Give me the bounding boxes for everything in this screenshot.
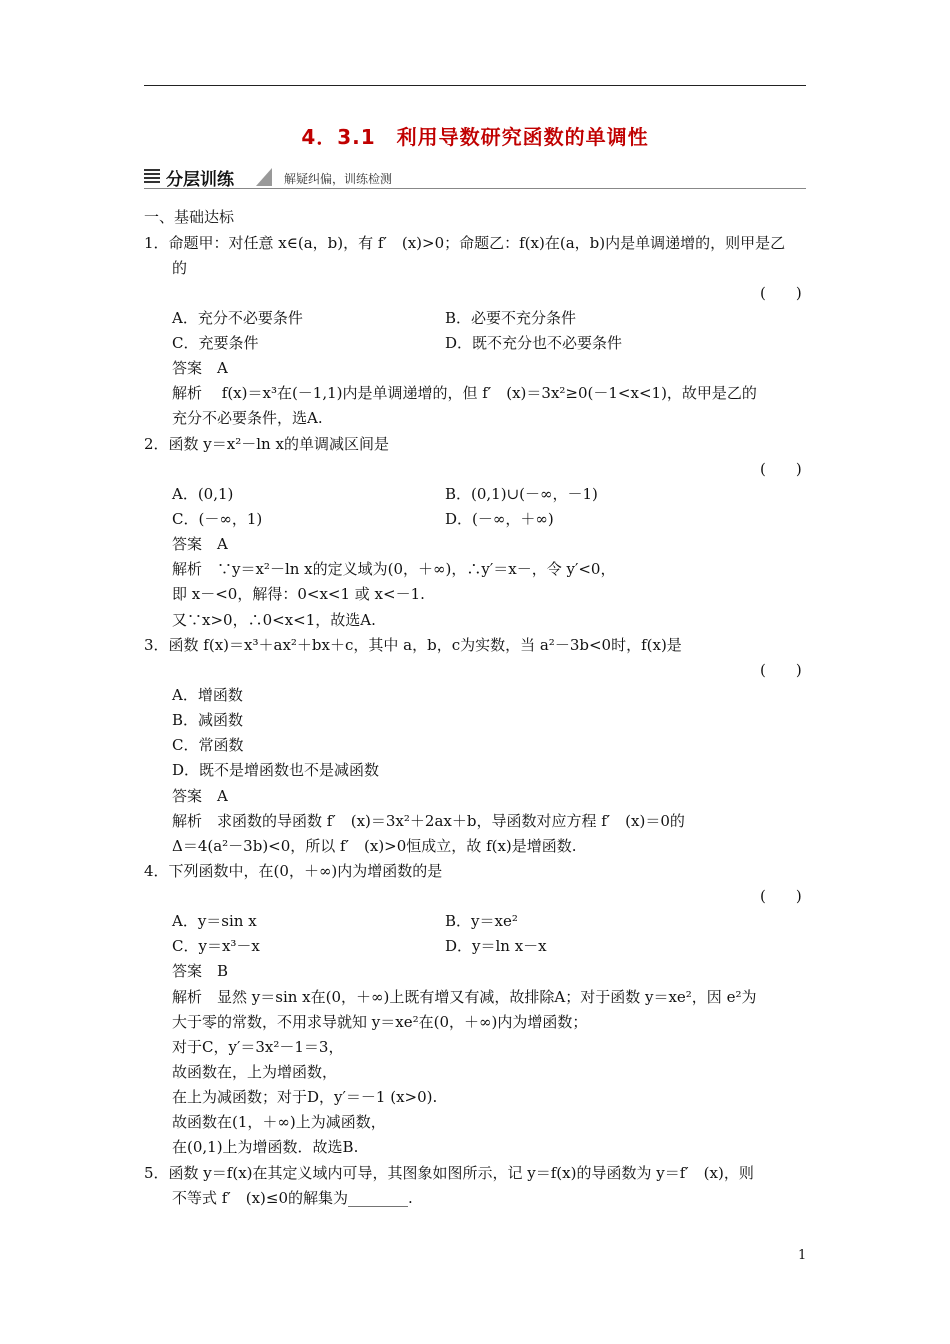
q2-answer-bracket: ( ): [760, 460, 802, 478]
q2-answer: 答案 A: [172, 535, 228, 553]
q5-stem: 5．函数 y＝f(x)在其定义域内可导，其图象如图所示，记 y＝f(x)的导函数为 y＝f′ (x)，则: [144, 1164, 754, 1182]
q1-explanation: 解析 f(x)＝x³在(－1,1)内是单调递增的，但 f′ (x)＝3x²≥0(－1<x<1)，故甲是乙的: [172, 384, 757, 402]
q4-option-c: C．y＝x³－x: [172, 937, 260, 955]
q4-explanation-line5: 在上为减函数；对于D，y′＝－1 (x>0).: [172, 1088, 438, 1106]
page-title: 4．3.1 利用导数研究函数的单调性: [301, 125, 649, 149]
q2-option-d: D．(－∞，＋∞): [445, 510, 554, 528]
q4-option-d: D．y＝ln x－x: [445, 937, 547, 955]
q1-option-b: B．必要不充分条件: [445, 309, 577, 327]
section-banner: [144, 163, 806, 189]
banner-subtitle: 解疑纠偏，训练检测: [284, 172, 393, 186]
section-heading: 一、基础达标: [144, 208, 235, 226]
q1-stem: 1．命题甲：对任意 x∈(a，b)，有 f′ (x)>0；命题乙：f(x)在(a，b)内是单调递增的，则甲是乙: [144, 234, 786, 252]
banner-label: 分层训练: [166, 170, 234, 190]
q4-explanation-line2: 大于零的常数，不用求导就知 y＝xe²在(0，＋∞)内为增函数；: [172, 1013, 588, 1031]
q1-stem-cont: 的: [172, 259, 188, 277]
q3-answer-bracket: ( ): [760, 661, 802, 679]
q2-explanation-line3: 又∵x>0，∴0<x<1，故选A.: [172, 611, 376, 629]
q3-option-a: A．增函数: [172, 686, 243, 704]
q3-option-c: C．常函数: [172, 736, 244, 754]
q3-option-d: D．既不是增函数也不是减函数: [172, 761, 380, 779]
q1-option-a: A．充分不必要条件: [172, 309, 303, 327]
banner-rule: [144, 188, 806, 189]
q2-stem: 2．函数 y＝x²－ln x的单调减区间是: [144, 435, 389, 453]
q4-option-b: B．y＝xe²: [445, 912, 518, 930]
q4-stem: 4．下列函数中，在(0，＋∞)内为增函数的是: [144, 862, 443, 880]
q5-stem-cont: 不等式 f′ (x)≤0的解集为________.: [172, 1189, 413, 1207]
q4-explanation-line6: 故函数在(1，＋∞)上为减函数，: [172, 1113, 386, 1131]
stripes-icon: [144, 169, 160, 185]
q4-answer: 答案 B: [172, 962, 229, 980]
triangle-icon: [256, 168, 272, 186]
q1-explanation-cont: 充分不必要条件，选A.: [172, 409, 323, 427]
q3-stem: 3．函数 f(x)＝x³＋ax²＋bx＋c，其中 a，b，c为实数，当 a²－3b<0时，f(x)是: [144, 636, 682, 654]
q4-explanation-line3: 对于C，y′＝3x²－1＝3，: [172, 1038, 344, 1056]
q4-answer-bracket: ( ): [760, 887, 802, 905]
q4-explanation: 解析 显然 y＝sin x在(0，＋∞)上既有增又有减，故排除A；对于函数 y＝xe²，因 e²为: [172, 988, 757, 1006]
q4-option-a: A．y＝sin x: [172, 912, 257, 930]
q2-option-a: A．(0,1): [172, 485, 234, 503]
q4-explanation-line7: 在(0,1)上为增函数．故选B.: [172, 1138, 359, 1156]
q2-explanation: 解析 ∵y＝x²－ln x的定义域为(0，＋∞)，∴y′＝x－，令 y′<0，: [172, 560, 616, 578]
q2-option-c: C．(－∞，1): [172, 510, 263, 528]
q4-explanation-line4: 故函数在，上为增函数，: [172, 1063, 338, 1081]
q3-answer: 答案 A: [172, 787, 228, 805]
q1-option-c: C．充要条件: [172, 334, 259, 352]
q3-explanation: 解析 求函数的导函数 f′ (x)＝3x²＋2ax＋b，导函数对应方程 f′ (x)＝0的: [172, 812, 685, 830]
q1-answer: 答案 A: [172, 359, 228, 377]
top-rule: [144, 85, 806, 86]
q3-explanation-cont: Δ＝4(a²－3b)<0，所以 f′ (x)>0恒成立，故 f(x)是增函数.: [172, 837, 577, 855]
q1-option-d: D．既不充分也不必要条件: [445, 334, 623, 352]
page-number: 1: [798, 1248, 807, 1263]
q2-option-b: B．(0,1)∪(－∞，－1): [445, 485, 598, 503]
q1-answer-bracket: ( ): [760, 284, 802, 302]
q3-option-b: B．减函数: [172, 711, 244, 729]
q2-explanation-line2: 即 x－<0，解得：0<x<1 或 x<－1.: [172, 585, 425, 603]
